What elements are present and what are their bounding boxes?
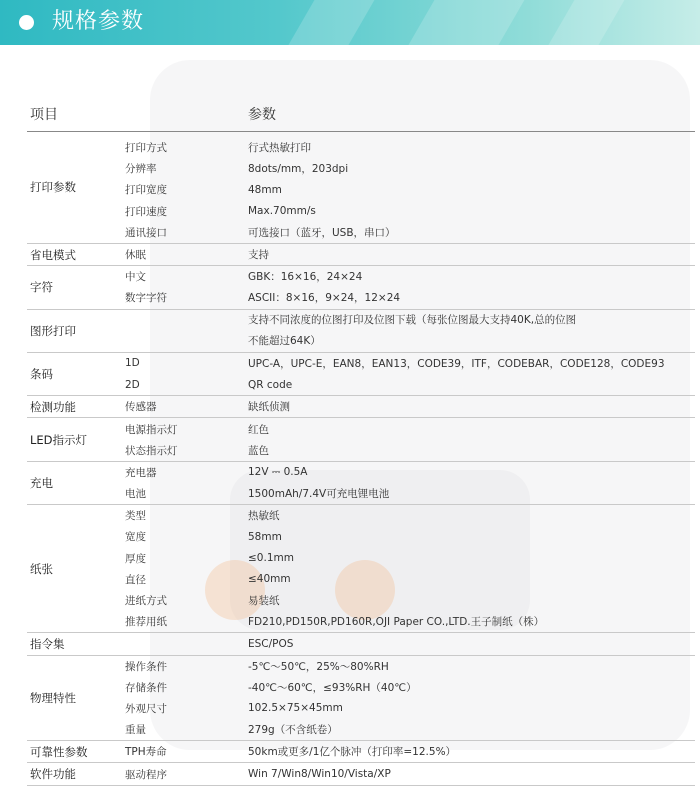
spec-value: 热敏纸: [248, 510, 280, 523]
spec-item: TPH寿命: [125, 746, 167, 759]
bullet-dot-icon: [19, 15, 34, 30]
spec-row: [122, 611, 695, 632]
group-label: 条码: [30, 367, 53, 382]
spec-row: [122, 440, 695, 461]
spec-value: 8dots/mm，203dpi: [248, 163, 349, 176]
spec-item: 重量: [125, 724, 146, 737]
group-label: 图形打印: [30, 323, 76, 338]
spec-value: 1500mAh/7.4V可充电锂电池: [248, 488, 390, 501]
group-rows: [122, 656, 695, 741]
spec-value: UPC-A，UPC-E，EAN8，EAN13，CODE39，ITF，CODEBAR，CODE128，CODE93: [248, 357, 665, 370]
group-label: 物理特性: [30, 690, 76, 705]
spec-value: 支持不同浓度的位图打印及位图下载（每张位图最大支持40K,总的位图: [248, 313, 577, 326]
spec-item: 厚度: [125, 552, 146, 565]
spec-item: 中文: [125, 271, 146, 284]
spec-value: 12V ⎓ 0.5A: [248, 465, 308, 478]
spec-group: [27, 656, 695, 742]
spec-row: [122, 179, 695, 200]
spec-row: [122, 569, 695, 590]
group-rows: [122, 353, 695, 395]
group-label: 字符: [30, 280, 53, 295]
section-banner: [0, 0, 700, 45]
spec-row: [122, 462, 695, 483]
spec-group: [27, 132, 695, 244]
spec-value: ≤0.1mm: [248, 552, 294, 565]
spec-value: 50km或更多/1亿个脉冲（打印率=12.5%）: [248, 746, 457, 759]
spec-value: ESC/POS: [248, 637, 294, 650]
spec-row: [122, 763, 695, 784]
spec-item: 类型: [125, 510, 146, 523]
spec-row: [122, 590, 695, 611]
spec-group: [27, 633, 695, 655]
spec-value: GBK：16×16，24×24: [248, 271, 363, 284]
spec-row: [122, 526, 695, 547]
header-item: 项目: [30, 107, 58, 123]
spec-row: [122, 633, 695, 654]
spec-value: ASCII：8×16，9×24，12×24: [248, 292, 401, 305]
spec-row: [122, 201, 695, 222]
spec-item: 休眠: [125, 249, 146, 262]
spec-item: 推荐用纸: [125, 616, 167, 629]
spec-item: 进纸方式: [125, 595, 167, 608]
group-label: 打印参数: [30, 180, 76, 195]
spec-item: 外观尺寸: [125, 702, 167, 715]
spec-table-header: [27, 95, 695, 132]
group-rows: [122, 244, 695, 265]
spec-row: [122, 505, 695, 526]
spec-row: [122, 137, 695, 158]
spec-row: [122, 287, 695, 308]
spec-item: 传感器: [125, 401, 157, 414]
spec-value: ≤40mm: [248, 573, 291, 586]
group-label: 纸张: [30, 561, 53, 576]
spec-row: [122, 353, 695, 374]
group-rows: [122, 633, 695, 654]
group-rows: [122, 418, 695, 460]
spec-value: Win 7/Win8/Win10/Vista/XP: [248, 768, 391, 781]
group-rows: [122, 310, 695, 352]
spec-group: [27, 244, 695, 266]
spec-row: [122, 158, 695, 179]
spec-group: [27, 763, 695, 785]
spec-value: Max.70mm/s: [248, 205, 316, 218]
spec-row: [122, 244, 695, 265]
spec-item: 存储条件: [125, 681, 167, 694]
spec-item: 状态指示灯: [125, 444, 178, 457]
spec-group: [27, 396, 695, 418]
group-rows: [122, 137, 695, 243]
group-label: 指令集: [30, 636, 65, 651]
spec-value: -40℃～60℃，≤93%RH（40℃）: [248, 681, 417, 694]
group-rows: [122, 396, 695, 417]
spec-item: 电池: [125, 488, 146, 501]
spec-group: [27, 741, 695, 763]
spec-group: [27, 418, 695, 461]
spec-value: 279g（不含纸卷）: [248, 724, 338, 737]
spec-item: 操作条件: [125, 660, 167, 673]
spec-value-continued: 不能超过64K）: [248, 334, 321, 347]
group-label: 充电: [30, 476, 53, 490]
spec-item: 打印速度: [125, 205, 167, 218]
spec-value: 缺纸侦测: [248, 401, 290, 414]
spec-group: [27, 505, 695, 633]
spec-value: 可选接口（蓝牙，USB，串口）: [248, 226, 396, 239]
group-label: 可靠性参数: [30, 744, 88, 759]
spec-group: [27, 266, 695, 309]
section-title: 规格参数: [52, 9, 145, 34]
spec-group: [27, 462, 695, 505]
spec-value: 102.5×75×45mm: [248, 702, 343, 715]
spec-value: 行式热敏打印: [248, 142, 311, 155]
spec-value: 58mm: [248, 530, 282, 543]
spec-item: 打印宽度: [125, 184, 167, 197]
spec-group: [27, 353, 695, 396]
spec-row: [122, 656, 695, 677]
spec-row: [122, 698, 695, 719]
spec-row: [122, 374, 695, 395]
spec-item: 电源指示灯: [125, 423, 178, 436]
spec-row: [122, 719, 695, 740]
spec-item: 驱动程序: [125, 768, 167, 781]
spec-item: 宽度: [125, 531, 146, 544]
group-rows: [122, 505, 695, 632]
spec-row: [122, 483, 695, 504]
group-rows: [122, 266, 695, 308]
group-label: 省电模式: [30, 247, 76, 262]
spec-value-box: [122, 310, 695, 352]
spec-value: 支持: [248, 249, 269, 262]
group-rows: [122, 462, 695, 504]
group-label: 软件功能: [30, 767, 76, 782]
group-label: LED指示灯: [30, 432, 88, 447]
spec-value: 红色: [248, 423, 269, 436]
spec-row: [122, 396, 695, 417]
spec-item: 2D: [125, 378, 140, 391]
spec-value: FD210,PD150R,PD160R,OJI Paper CO.,LTD.王子制纸（株）: [248, 616, 545, 629]
spec-row: [122, 548, 695, 569]
spec-value: 易装纸: [248, 595, 280, 608]
spec-item: 分辨率: [125, 163, 157, 176]
spec-value-lines: [248, 310, 576, 352]
spec-group: [27, 310, 695, 353]
spec-row: [122, 222, 695, 243]
spec-row: [122, 741, 695, 762]
spec-row: [122, 677, 695, 698]
spec-item: [122, 310, 248, 352]
group-label: 检测功能: [30, 399, 76, 414]
spec-item: 数字字符: [125, 292, 167, 305]
spec-table: [27, 95, 695, 786]
spec-item: 直径: [125, 573, 146, 586]
spec-item: 充电器: [125, 466, 157, 479]
spec-item: 1D: [125, 357, 140, 370]
spec-value: -5℃～50℃，25%～80%RH: [248, 660, 389, 673]
spec-row: [122, 266, 695, 287]
spec-value: 蓝色: [248, 444, 269, 457]
spec-item: 打印方式: [125, 142, 167, 155]
group-rows: [122, 763, 695, 784]
spec-value: QR code: [248, 378, 293, 391]
header-param: 参数: [248, 107, 276, 123]
spec-value: 48mm: [248, 183, 282, 196]
group-rows: [122, 741, 695, 762]
spec-groups: [27, 132, 695, 786]
spec-item: 通讯接口: [125, 226, 167, 239]
spec-row: [122, 310, 695, 352]
spec-row: [122, 418, 695, 439]
